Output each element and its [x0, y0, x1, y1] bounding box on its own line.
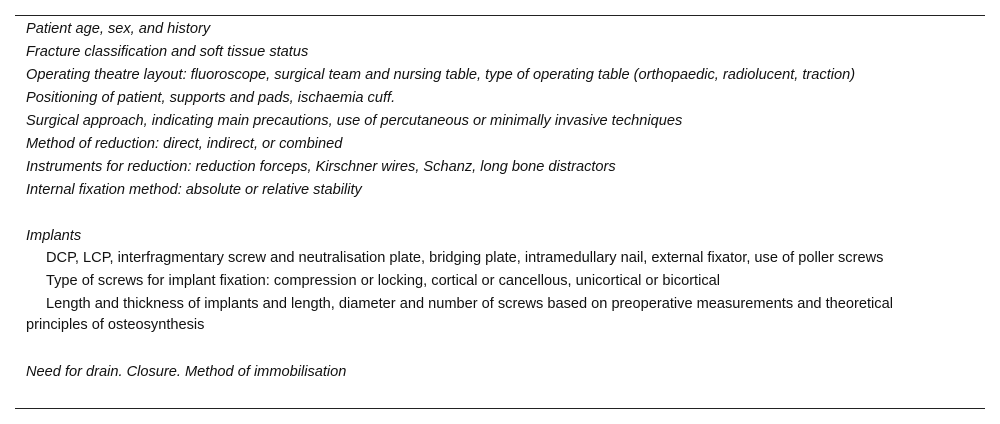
row-positioning: Positioning of patient, supports and pads, ischaemia cuff.: [26, 90, 396, 106]
row-instruments-for-reduction: Instruments for reduction: reduction forceps, Kirschner wires, Schanz, long bone distractors: [26, 159, 616, 175]
spacer: [26, 338, 926, 361]
table-top-rule: [15, 15, 985, 16]
spacer: [26, 202, 926, 225]
row-patient-history: Patient age, sex, and history: [26, 21, 211, 37]
row-operating-theatre-layout: Operating theatre layout: fluoroscope, surgical team and nursing table, type of operating table (orthopaedic, radiolucent, traction): [26, 67, 856, 83]
implants-heading: Implants: [26, 228, 82, 244]
implants-item-screw-types: Type of screws for implant fixation: compression or locking, cortical or cancellous, unicortical or bicortical: [46, 273, 721, 289]
row-fracture-classification: Fracture classification and soft tissue status: [26, 44, 309, 60]
row-closing: Need for drain. Closure. Method of immobilisation: [26, 364, 347, 380]
implants-item-dimensions: Length and thickness of implants and length, diameter and number of screws based on preoperative measurements and theoretical principles of osteosynthesis: [26, 296, 893, 333]
table-body: [26, 18, 926, 384]
row-method-of-reduction: Method of reduction: direct, indirect, or combined: [26, 136, 343, 152]
table-bottom-rule: [15, 408, 985, 409]
row-surgical-approach: Surgical approach, indicating main precautions, use of percutaneous or minimally invasive techniques: [26, 113, 683, 129]
row-internal-fixation: Internal fixation method: absolute or relative stability: [26, 182, 362, 198]
implants-item-plates: DCP, LCP, interfragmentary screw and neutralisation plate, bridging plate, intramedullary nail, external fixator, use of poller screws: [46, 250, 884, 266]
